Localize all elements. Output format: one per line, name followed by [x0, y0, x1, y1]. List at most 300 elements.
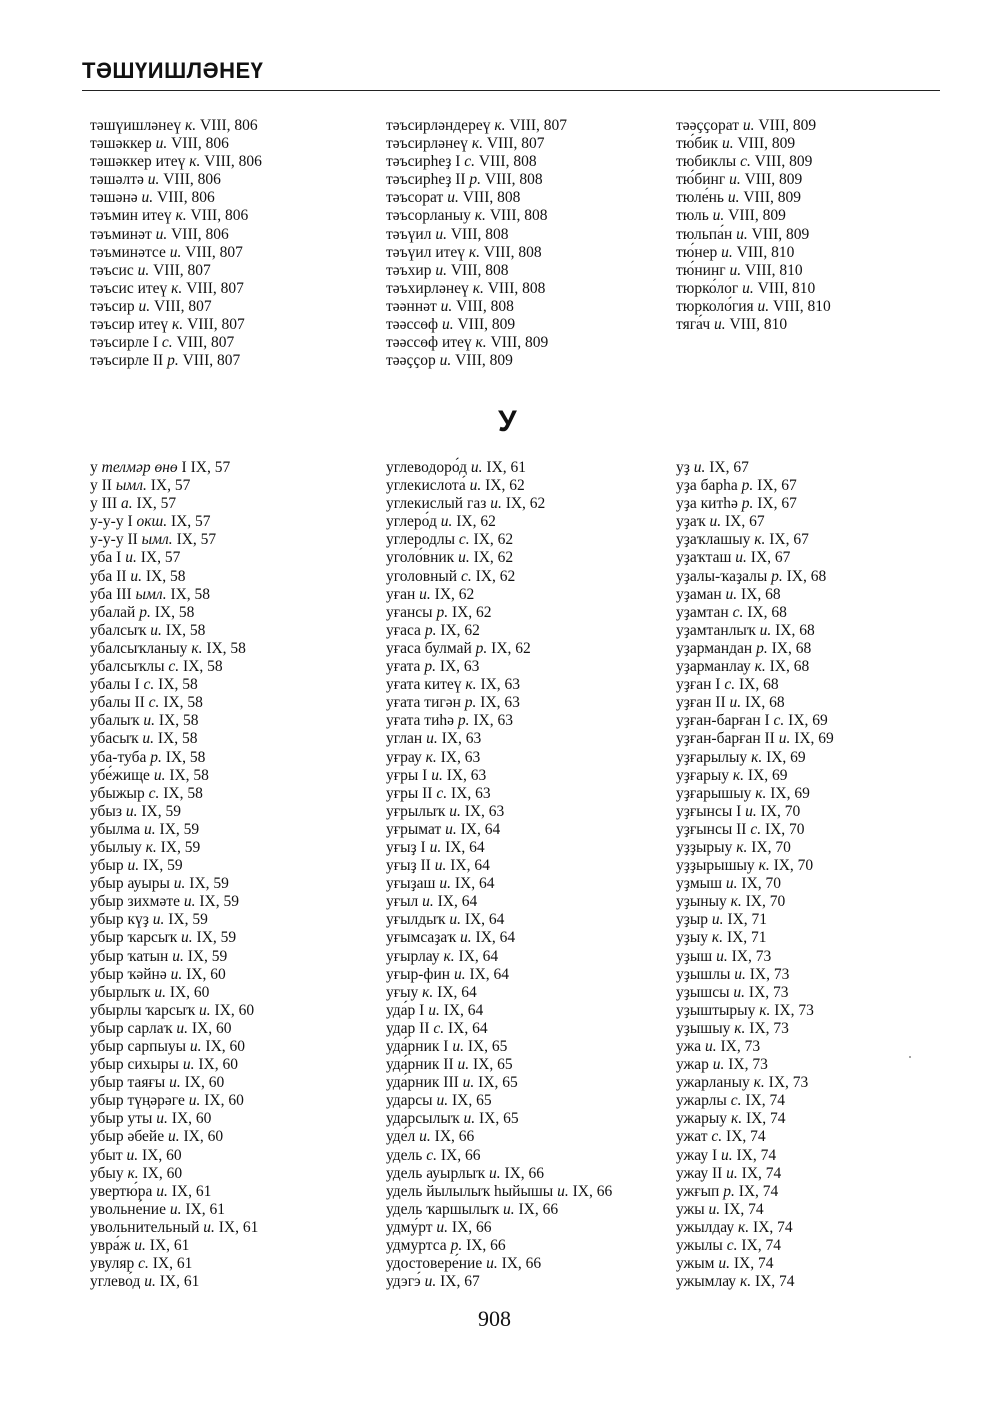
index-entry	[676, 1056, 834, 1074]
entry-volume-page: IX, 58	[165, 621, 206, 639]
index-entry	[90, 1092, 258, 1110]
entry-volume-page: IX, 69	[766, 748, 806, 766]
entry-headword: удель ауырлыҡ	[386, 1164, 486, 1182]
index-entry	[676, 893, 834, 911]
entry-part-of-speech: с.	[732, 603, 744, 621]
entry-headword: уда́р I	[386, 1001, 425, 1019]
index-entry	[676, 244, 831, 262]
entry-part-of-speech: и.	[142, 730, 154, 748]
entry-headword: тюльпа́н	[676, 225, 733, 243]
entry-part-of-speech: и.	[169, 1074, 181, 1092]
entry-volume-page: IX, 62	[485, 477, 525, 495]
entry-volume-page: IX, 74	[724, 1200, 764, 1218]
entry-headword: у-у-у II	[90, 531, 138, 549]
entry-part-of-speech: и.	[439, 352, 452, 370]
index-entry	[90, 1002, 258, 1020]
index-entry	[90, 839, 258, 857]
index-entry	[386, 839, 612, 857]
entry-part-of-speech: к.	[171, 279, 183, 297]
entry-headword: убалы I	[90, 676, 140, 694]
index-entry	[386, 622, 612, 640]
entry-part-of-speech: к.	[754, 658, 766, 676]
index-entry	[90, 1273, 258, 1291]
entry-headword: уҙған-барған I	[676, 712, 770, 730]
entry-part-of-speech: и.	[759, 621, 772, 639]
entry-headword: уҙыш	[676, 947, 713, 965]
entry-part-of-speech: и.	[729, 694, 742, 712]
index-entry	[676, 694, 834, 712]
entry-part-of-speech: и.	[172, 947, 184, 965]
index-entry	[676, 298, 831, 316]
entry-headword: убыр таяғы	[90, 1074, 166, 1092]
entry-part-of-speech: к.	[471, 135, 483, 153]
index-entry	[676, 513, 834, 531]
entry-headword: уғыҙ I	[386, 838, 426, 856]
entry-volume-page: IX, 65	[472, 1056, 513, 1074]
entry-volume-page: VIII, 806	[171, 135, 229, 153]
entry-headword: убырлыҡ	[90, 983, 151, 1001]
entry-volume-page: IX, 58	[183, 658, 223, 676]
entry-headword: увра́ж	[90, 1237, 131, 1255]
entry-volume-page: IX, 73	[749, 965, 790, 983]
index-entry	[90, 948, 258, 966]
entry-headword: убыр зихмәте	[90, 893, 180, 911]
index-entry	[90, 1038, 258, 1056]
index-entry	[676, 1237, 834, 1255]
entry-part-of-speech: с.	[724, 676, 736, 694]
index-entry	[386, 477, 612, 495]
entry-part-of-speech: р.	[475, 639, 488, 657]
entry-headword: убыр ҡарсыҡ	[90, 929, 178, 947]
index-entry	[90, 513, 258, 531]
index-entry	[386, 1038, 612, 1056]
entry-headword: уба-туба	[90, 748, 147, 766]
entry-part-of-speech: к.	[472, 279, 484, 297]
entry-volume-page: VIII, 809	[737, 135, 796, 153]
index-entry	[90, 1255, 258, 1273]
index-entry	[676, 549, 834, 567]
entry-volume-page: IX, 73	[774, 1001, 814, 1019]
entry-headword: уде́л	[386, 1128, 416, 1146]
entry-volume-page: IX, 70	[741, 875, 782, 893]
entry-part-of-speech: и.	[447, 189, 459, 207]
entry-volume-page: IX, 58	[145, 567, 186, 585]
entry-part-of-speech: и.	[490, 495, 502, 513]
entry-volume-page: IX, 57	[140, 549, 181, 567]
entry-headword: убылма	[90, 820, 141, 838]
print-speck	[909, 1056, 911, 1058]
entry-part-of-speech: к.	[175, 207, 187, 225]
entry-headword: удель ҡаршылыҡ	[386, 1200, 500, 1218]
index-entry	[386, 1074, 612, 1092]
entry-headword: уғры I	[386, 766, 428, 784]
entry-volume-page: IX, 64	[475, 929, 516, 947]
index-entry	[676, 586, 834, 604]
entry-part-of-speech: и.	[436, 1218, 449, 1236]
entry-volume-page: VIII, 806	[171, 225, 229, 243]
entry-part-of-speech: и.	[173, 875, 186, 893]
index-entry	[90, 298, 262, 316]
entry-headword: углеро́д	[386, 513, 437, 531]
entry-part-of-speech: и.	[426, 730, 438, 748]
entry-headword: тюль	[676, 207, 709, 225]
entry-headword: увольне́ние	[90, 1200, 166, 1218]
entry-part-of-speech: к.	[755, 784, 767, 802]
entry-headword: уғыр-фин	[386, 965, 451, 983]
entry-volume-page: VIII, 806	[204, 153, 262, 171]
entry-volume-page: IX, 73	[720, 1038, 761, 1055]
entry-part-of-speech: с.	[711, 1128, 723, 1146]
entry-part-of-speech: с.	[433, 1019, 445, 1037]
entry-volume-page: VIII, 809	[455, 352, 513, 370]
index-entry	[386, 893, 612, 911]
entry-headword: тәъмин итеү	[90, 207, 172, 225]
bottom-index-column-1	[90, 459, 258, 1291]
entry-headword: углево́д	[90, 1273, 141, 1291]
entry-headword: уғрылыҡ	[386, 802, 446, 820]
entry-part-of-speech: р.	[139, 603, 151, 621]
index-entry	[386, 1201, 612, 1219]
entry-headword: ужарланыу	[676, 1074, 750, 1092]
entry-headword: тәәннәт	[386, 297, 437, 315]
entry-part-of-speech: и.	[778, 730, 791, 748]
index-entry	[676, 568, 834, 586]
entry-part-of-speech: и.	[727, 189, 740, 207]
entry-headword: убырлы ҡарсыҡ	[90, 1001, 196, 1019]
entry-part-of-speech: и.	[735, 549, 747, 567]
entry-volume-page: IX, 60	[205, 1038, 246, 1055]
index-entry	[90, 622, 258, 640]
entry-part-of-speech: и.	[708, 1200, 721, 1218]
index-entry	[90, 171, 262, 189]
entry-volume-page: IX, 66	[518, 1200, 559, 1218]
entry-part-of-speech: и.	[144, 1273, 156, 1291]
entry-volume-page: IX, 62	[473, 531, 514, 549]
entry-headword: убе́жище	[90, 766, 150, 784]
index-entry	[90, 966, 258, 984]
entry-headword: ужылдау	[676, 1218, 735, 1236]
index-entry	[676, 803, 834, 821]
entry-headword: уҙаҡ	[676, 513, 706, 531]
entry-part-of-speech: с.	[426, 1146, 437, 1164]
entry-headword: уғата тиһә	[386, 712, 455, 730]
entry-volume-page: IX, 61	[218, 1218, 259, 1236]
entry-volume-page: IX, 68	[744, 694, 785, 712]
entry-part-of-speech: и.	[469, 477, 482, 495]
entry-part-of-speech: р.	[771, 567, 783, 585]
entry-volume-page: IX, 67	[769, 531, 809, 549]
index-entry	[90, 189, 262, 207]
entry-volume-page: VIII, 806	[190, 207, 249, 225]
entry-part-of-speech: к.	[739, 1273, 752, 1291]
entry-part-of-speech: и.	[188, 1092, 201, 1110]
entry-volume-page: IX, 62	[473, 549, 514, 567]
entry-volume-page: IX, 70	[751, 838, 791, 856]
entry-part-of-speech: с.	[750, 820, 762, 838]
entry-headword: у II	[90, 477, 112, 495]
entry-headword: тәәссөф	[386, 316, 439, 334]
entry-part-of-speech: с.	[460, 567, 472, 585]
index-entry	[386, 586, 612, 604]
entry-volume-page: VIII, 806	[200, 117, 258, 134]
entry-volume-page: IX, 59	[141, 802, 181, 820]
entry-part-of-speech: и.	[155, 225, 168, 243]
index-entry	[90, 875, 258, 893]
entry-volume-page: IX, 74	[753, 1218, 793, 1236]
entry-volume-page: IX, 58	[170, 585, 211, 603]
index-entry	[90, 226, 262, 244]
index-entry	[90, 1165, 258, 1183]
index-entry	[386, 929, 612, 947]
entry-part-of-speech: и.	[147, 171, 160, 189]
entry-volume-page: VIII, 807	[182, 352, 241, 370]
entry-part-of-speech: и.	[138, 297, 151, 315]
index-entry	[676, 929, 834, 947]
entry-part-of-speech: и.	[721, 1146, 733, 1164]
entry-headword: уҙған II	[676, 694, 726, 712]
entry-headword: уҙҙырышыу	[676, 857, 755, 875]
entry-volume-page: IX, 60	[142, 1164, 183, 1182]
entry-volume-page: IX, 66	[572, 1182, 613, 1200]
entry-headword: уғаса	[386, 621, 421, 639]
entry-headword: удмуртса	[386, 1237, 447, 1255]
index-entry	[676, 1128, 834, 1146]
entry-part-of-speech: и.	[428, 1001, 440, 1019]
index-entry	[90, 1201, 258, 1219]
entry-volume-page: IX, 70	[745, 893, 786, 911]
entry-volume-page: IX, 64	[437, 893, 478, 911]
entry-part-of-speech: р.	[741, 477, 754, 495]
entry-headword: уҙаман	[676, 585, 722, 603]
entry-volume-page: IX, 67	[757, 495, 797, 513]
entry-volume-page: VIII, 809	[751, 225, 810, 243]
entry-headword: тәъсирләндереү	[386, 117, 491, 134]
index-entry	[90, 1237, 258, 1255]
entry-volume-page: IX, 60	[186, 965, 226, 983]
entry-part-of-speech: к.	[189, 153, 201, 171]
index-entry	[386, 658, 612, 676]
entry-volume-page: IX, 59	[142, 857, 183, 875]
entry-part-of-speech: к.	[494, 117, 506, 134]
entry-headword: тәъминәтсе	[90, 243, 166, 261]
entry-part-of-speech: и.	[126, 1146, 139, 1164]
index-entry	[386, 334, 567, 352]
entry-part-of-speech: и.	[143, 712, 155, 730]
entry-part-of-speech: и.	[154, 983, 166, 1001]
index-entry	[676, 658, 834, 676]
entry-part-of-speech: р.	[424, 621, 437, 639]
index-entry	[676, 1165, 834, 1183]
entry-volume-page: VIII, 808	[483, 243, 542, 261]
entry-headword: удму́рт	[386, 1218, 433, 1236]
entry-part-of-speech: и.	[453, 965, 466, 983]
index-entry	[386, 676, 612, 694]
entry-headword: у-у-у I	[90, 513, 133, 531]
entry-part-of-speech: р.	[450, 1237, 463, 1255]
entry-part-of-speech: и.	[449, 802, 461, 820]
entry-part-of-speech: с.	[138, 1255, 149, 1273]
entry-headword: уҙыу	[676, 929, 709, 947]
entry-headword: тәъсирһеҙ I	[386, 153, 461, 171]
index-entry	[90, 334, 262, 352]
entry-volume-page: IX, 58	[163, 784, 203, 802]
entry-headword: уҙаҡлашыу	[676, 531, 751, 549]
entry-part-of-speech: ымл.	[135, 585, 167, 603]
entry-part-of-speech: и.	[137, 261, 150, 279]
entry-volume-page: IX, 73	[748, 983, 789, 1001]
entry-volume-page: IX, 68	[786, 567, 827, 585]
index-entry	[90, 262, 262, 280]
entry-headword: уғры II	[386, 784, 433, 802]
section-letter: У	[498, 405, 517, 438]
entry-headword: тюрколо́гия	[676, 297, 754, 315]
entry-part-of-speech: и.	[189, 1038, 202, 1055]
entry-headword: убыр ҡатын	[90, 947, 169, 965]
entry-part-of-speech: р.	[464, 694, 477, 712]
entry-headword: уғансы	[386, 603, 433, 621]
entry-volume-page: IX, 64	[448, 1019, 488, 1037]
entry-headword: ударсы	[386, 1092, 433, 1110]
entry-part-of-speech: и.	[440, 297, 453, 315]
entry-headword: уғрау	[386, 748, 422, 766]
index-entry	[90, 568, 258, 586]
index-entry	[386, 568, 612, 586]
index-entry	[90, 586, 258, 604]
entry-headword: убалай	[90, 603, 136, 621]
entry-headword: уғаса булмай	[386, 639, 472, 657]
entry-volume-page: IX, 57	[136, 495, 177, 513]
index-entry	[676, 911, 834, 929]
entry-volume-page: IX, 64	[460, 820, 501, 838]
entry-part-of-speech: и.	[176, 1019, 188, 1037]
index-entry	[386, 1255, 612, 1273]
entry-part-of-speech: с.	[730, 1092, 742, 1110]
entry-volume-page: VIII, 809	[490, 334, 549, 352]
index-entry	[386, 712, 612, 730]
entry-part-of-speech: к.	[730, 1110, 743, 1128]
index-entry	[90, 911, 258, 929]
entry-headword: ужғып	[676, 1182, 720, 1200]
entry-headword: уҙамтан	[676, 603, 729, 621]
entry-volume-page: VIII, 807	[509, 117, 568, 134]
entry-headword: тәъсирле II	[90, 352, 164, 370]
entry-headword: убыр сихыры	[90, 1056, 179, 1074]
entry-volume-page: IX, 64	[445, 838, 485, 856]
index-entry	[676, 966, 834, 984]
index-entry	[90, 459, 258, 477]
entry-volume-page: IX, 74	[741, 1164, 782, 1182]
index-entry	[90, 929, 258, 947]
entry-headword: углекислота́	[386, 477, 466, 495]
index-entry	[386, 262, 567, 280]
index-entry	[90, 1183, 258, 1201]
index-entry	[386, 244, 567, 262]
entry-headword: убыр ауыры	[90, 875, 170, 893]
index-entry	[90, 1147, 258, 1165]
entry-volume-page: IX, 65	[451, 1092, 492, 1110]
entry-headword: убыр уты	[90, 1110, 153, 1128]
entry-volume-page: IX, 64	[458, 947, 499, 965]
entry-part-of-speech: и.	[429, 838, 442, 856]
entry-volume-page: IX, 60	[191, 1019, 232, 1037]
entry-volume-page: IX, 68	[747, 603, 787, 621]
page-number: 908	[478, 1306, 511, 1331]
entry-part-of-speech: и.	[422, 893, 434, 911]
entry-volume-page: VIII, 808	[456, 297, 514, 315]
index-entry	[90, 984, 258, 1002]
entry-part-of-speech: и.	[167, 1128, 180, 1146]
entry-volume-page: IX, 67	[440, 1273, 480, 1291]
index-entry	[386, 226, 567, 244]
entry-headword: тәшүишләнеү	[90, 117, 182, 134]
entry-headword: уголо́вник	[386, 549, 455, 567]
entry-volume-page: IX, 58	[165, 748, 206, 766]
entry-headword: уба I	[90, 549, 122, 567]
entry-volume-page: IX, 64	[437, 983, 477, 1001]
entry-headword: уҙаҡташ	[676, 549, 732, 567]
entry-part-of-speech: и.	[503, 1200, 515, 1218]
entry-headword: убалы II	[90, 694, 145, 712]
entry-headword: увольнительный	[90, 1218, 200, 1236]
entry-headword: уголовный	[386, 567, 458, 585]
entry-part-of-speech: и.	[152, 911, 165, 929]
index-entry	[386, 1092, 612, 1110]
entry-part-of-speech: и.	[144, 820, 156, 838]
entry-volume-page: IX, 62	[505, 495, 546, 513]
entry-volume-page: IX, 67	[757, 477, 797, 495]
entry-volume-page: IX, 67	[750, 549, 791, 567]
entry-volume-page: IX, 60	[183, 1128, 224, 1146]
entry-headword: уған	[386, 585, 416, 603]
entry-part-of-speech: к.	[738, 1218, 750, 1236]
index-entry	[386, 767, 612, 785]
entry-volume-page: IX, 67	[725, 513, 765, 531]
index-entry	[386, 785, 612, 803]
entry-part-of-speech: к.	[732, 766, 745, 784]
entry-headword: убыр әбейе	[90, 1128, 165, 1146]
entry-headword: ужы	[676, 1200, 705, 1218]
entry-part-of-speech: и.	[170, 965, 183, 983]
index-entry	[386, 1237, 612, 1255]
index-entry	[386, 694, 612, 712]
entry-volume-page: IX, 68	[775, 621, 815, 639]
index-entry	[386, 749, 612, 767]
entry-part-of-speech: и.	[488, 1164, 501, 1182]
entry-part-of-speech: с.	[148, 784, 160, 802]
entry-headword: уҙалы-ҡаҙалы	[676, 567, 768, 585]
entry-volume-page: IX, 62	[456, 513, 496, 531]
entry-headword: уҙамтанлыҡ	[676, 621, 756, 639]
entry-volume-page: IX, 69	[770, 784, 810, 802]
entry-volume-page: IX, 58	[154, 603, 195, 621]
entry-volume-page: IX, 73	[749, 1019, 789, 1037]
entry-volume-page: IX, 74	[733, 1255, 774, 1273]
index-entry	[90, 207, 262, 225]
index-entry	[90, 821, 258, 839]
entry-volume-page: IX, 74	[745, 1092, 785, 1110]
entry-part-of-speech: р.	[424, 658, 436, 676]
entry-part-of-speech: и.	[733, 983, 746, 1001]
index-entry	[90, 135, 262, 153]
entry-headword: тәшәккер итеү	[90, 153, 186, 171]
entry-part-of-speech: р.	[457, 712, 470, 730]
index-entry	[676, 262, 831, 280]
entry-volume-page: IX, 63	[464, 802, 505, 820]
entry-part-of-speech: и.	[156, 1110, 168, 1128]
entry-volume-page: IX, 73	[731, 947, 772, 965]
entry-volume-page: IX, 61	[159, 1273, 200, 1291]
entry-headword: тәъхир	[386, 261, 432, 279]
